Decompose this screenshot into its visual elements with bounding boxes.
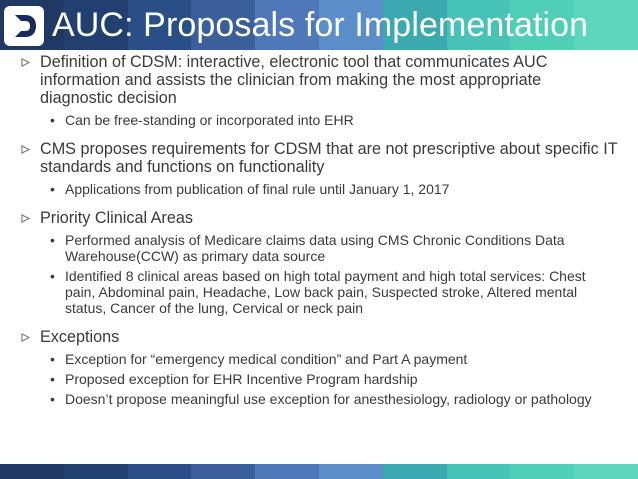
bullet-dot: • bbox=[50, 351, 55, 367]
level1-bullet bbox=[18, 328, 618, 346]
footer-stripe bbox=[574, 464, 638, 479]
level2-bullet bbox=[18, 112, 618, 128]
level1-bullet bbox=[18, 140, 618, 176]
triangle-arrow-icon bbox=[21, 145, 30, 154]
level2-bullet bbox=[18, 268, 618, 316]
level2-bullet bbox=[18, 391, 618, 407]
bullet-dot: • bbox=[50, 181, 55, 197]
level2-text: Performed analysis of Medicare claims data using CMS Chronic Conditions Data Warehouse(CCW) as primary data source bbox=[65, 232, 565, 264]
footer-stripe bbox=[64, 464, 128, 479]
footer-stripe bbox=[255, 464, 319, 479]
level2-text: Exception for “emergency medical condition” and Part A payment bbox=[65, 351, 468, 367]
triangle-arrow-icon bbox=[21, 58, 30, 67]
footer-bar bbox=[0, 464, 638, 479]
level2-text: Can be free-standing or incorporated into EHR bbox=[65, 112, 354, 128]
footer-stripe bbox=[383, 464, 447, 479]
triangle-arrow-icon bbox=[21, 333, 30, 342]
logo-icon bbox=[4, 6, 44, 46]
footer-stripe bbox=[447, 464, 511, 479]
footer-stripe bbox=[191, 464, 255, 479]
section-cms-requirements bbox=[18, 140, 618, 197]
bullet-dot: • bbox=[50, 391, 55, 407]
level2-bullet bbox=[18, 351, 618, 367]
level2-text: Proposed exception for EHR Incentive Program hardship bbox=[65, 371, 418, 387]
section-exceptions bbox=[18, 328, 618, 407]
level1-text: CMS proposes requirements for CDSM that are not prescriptive about specific IT standards and functions on functionality bbox=[40, 140, 618, 176]
level1-text: Exceptions bbox=[40, 328, 120, 346]
level2-text: Doesn’t propose meaningful use exception for anesthesiology, radiology or pathology bbox=[65, 391, 592, 407]
triangle-arrow-icon bbox=[21, 214, 30, 223]
bullet-dot: • bbox=[50, 268, 55, 284]
slide-content bbox=[18, 53, 618, 411]
footer-stripe bbox=[0, 464, 64, 479]
level2-bullet bbox=[18, 181, 618, 197]
bullet-dot: • bbox=[50, 371, 55, 387]
level1-text: Priority Clinical Areas bbox=[40, 209, 193, 227]
section-priority-clinical-areas bbox=[18, 209, 618, 316]
level2-text: Applications from publication of final rule until January 1, 2017 bbox=[65, 181, 450, 197]
footer-stripe bbox=[319, 464, 383, 479]
level1-text: Definition of CDSM: interactive, electronic tool that communicates AUC information and assists the clinician from making the most appropriate diagnostic decision bbox=[40, 53, 548, 107]
bullet-dot: • bbox=[50, 232, 55, 248]
footer-stripe bbox=[128, 464, 192, 479]
level1-bullet bbox=[18, 53, 618, 107]
level2-bullet bbox=[18, 232, 618, 264]
level1-bullet bbox=[18, 209, 618, 227]
level2-text: Identified 8 clinical areas based on high total payment and high total services: Chest pain, Abdominal pain, Headache, Low back pain, Suspected stroke, Altered mental status, Cancer of the lung, Cervical or neck pain bbox=[65, 268, 586, 316]
level2-bullet bbox=[18, 371, 618, 387]
bullet-dot: • bbox=[50, 112, 55, 128]
section-definition bbox=[18, 53, 618, 128]
slide-title: AUC: Proposals for Implementation bbox=[52, 6, 589, 44]
footer-stripe bbox=[510, 464, 574, 479]
